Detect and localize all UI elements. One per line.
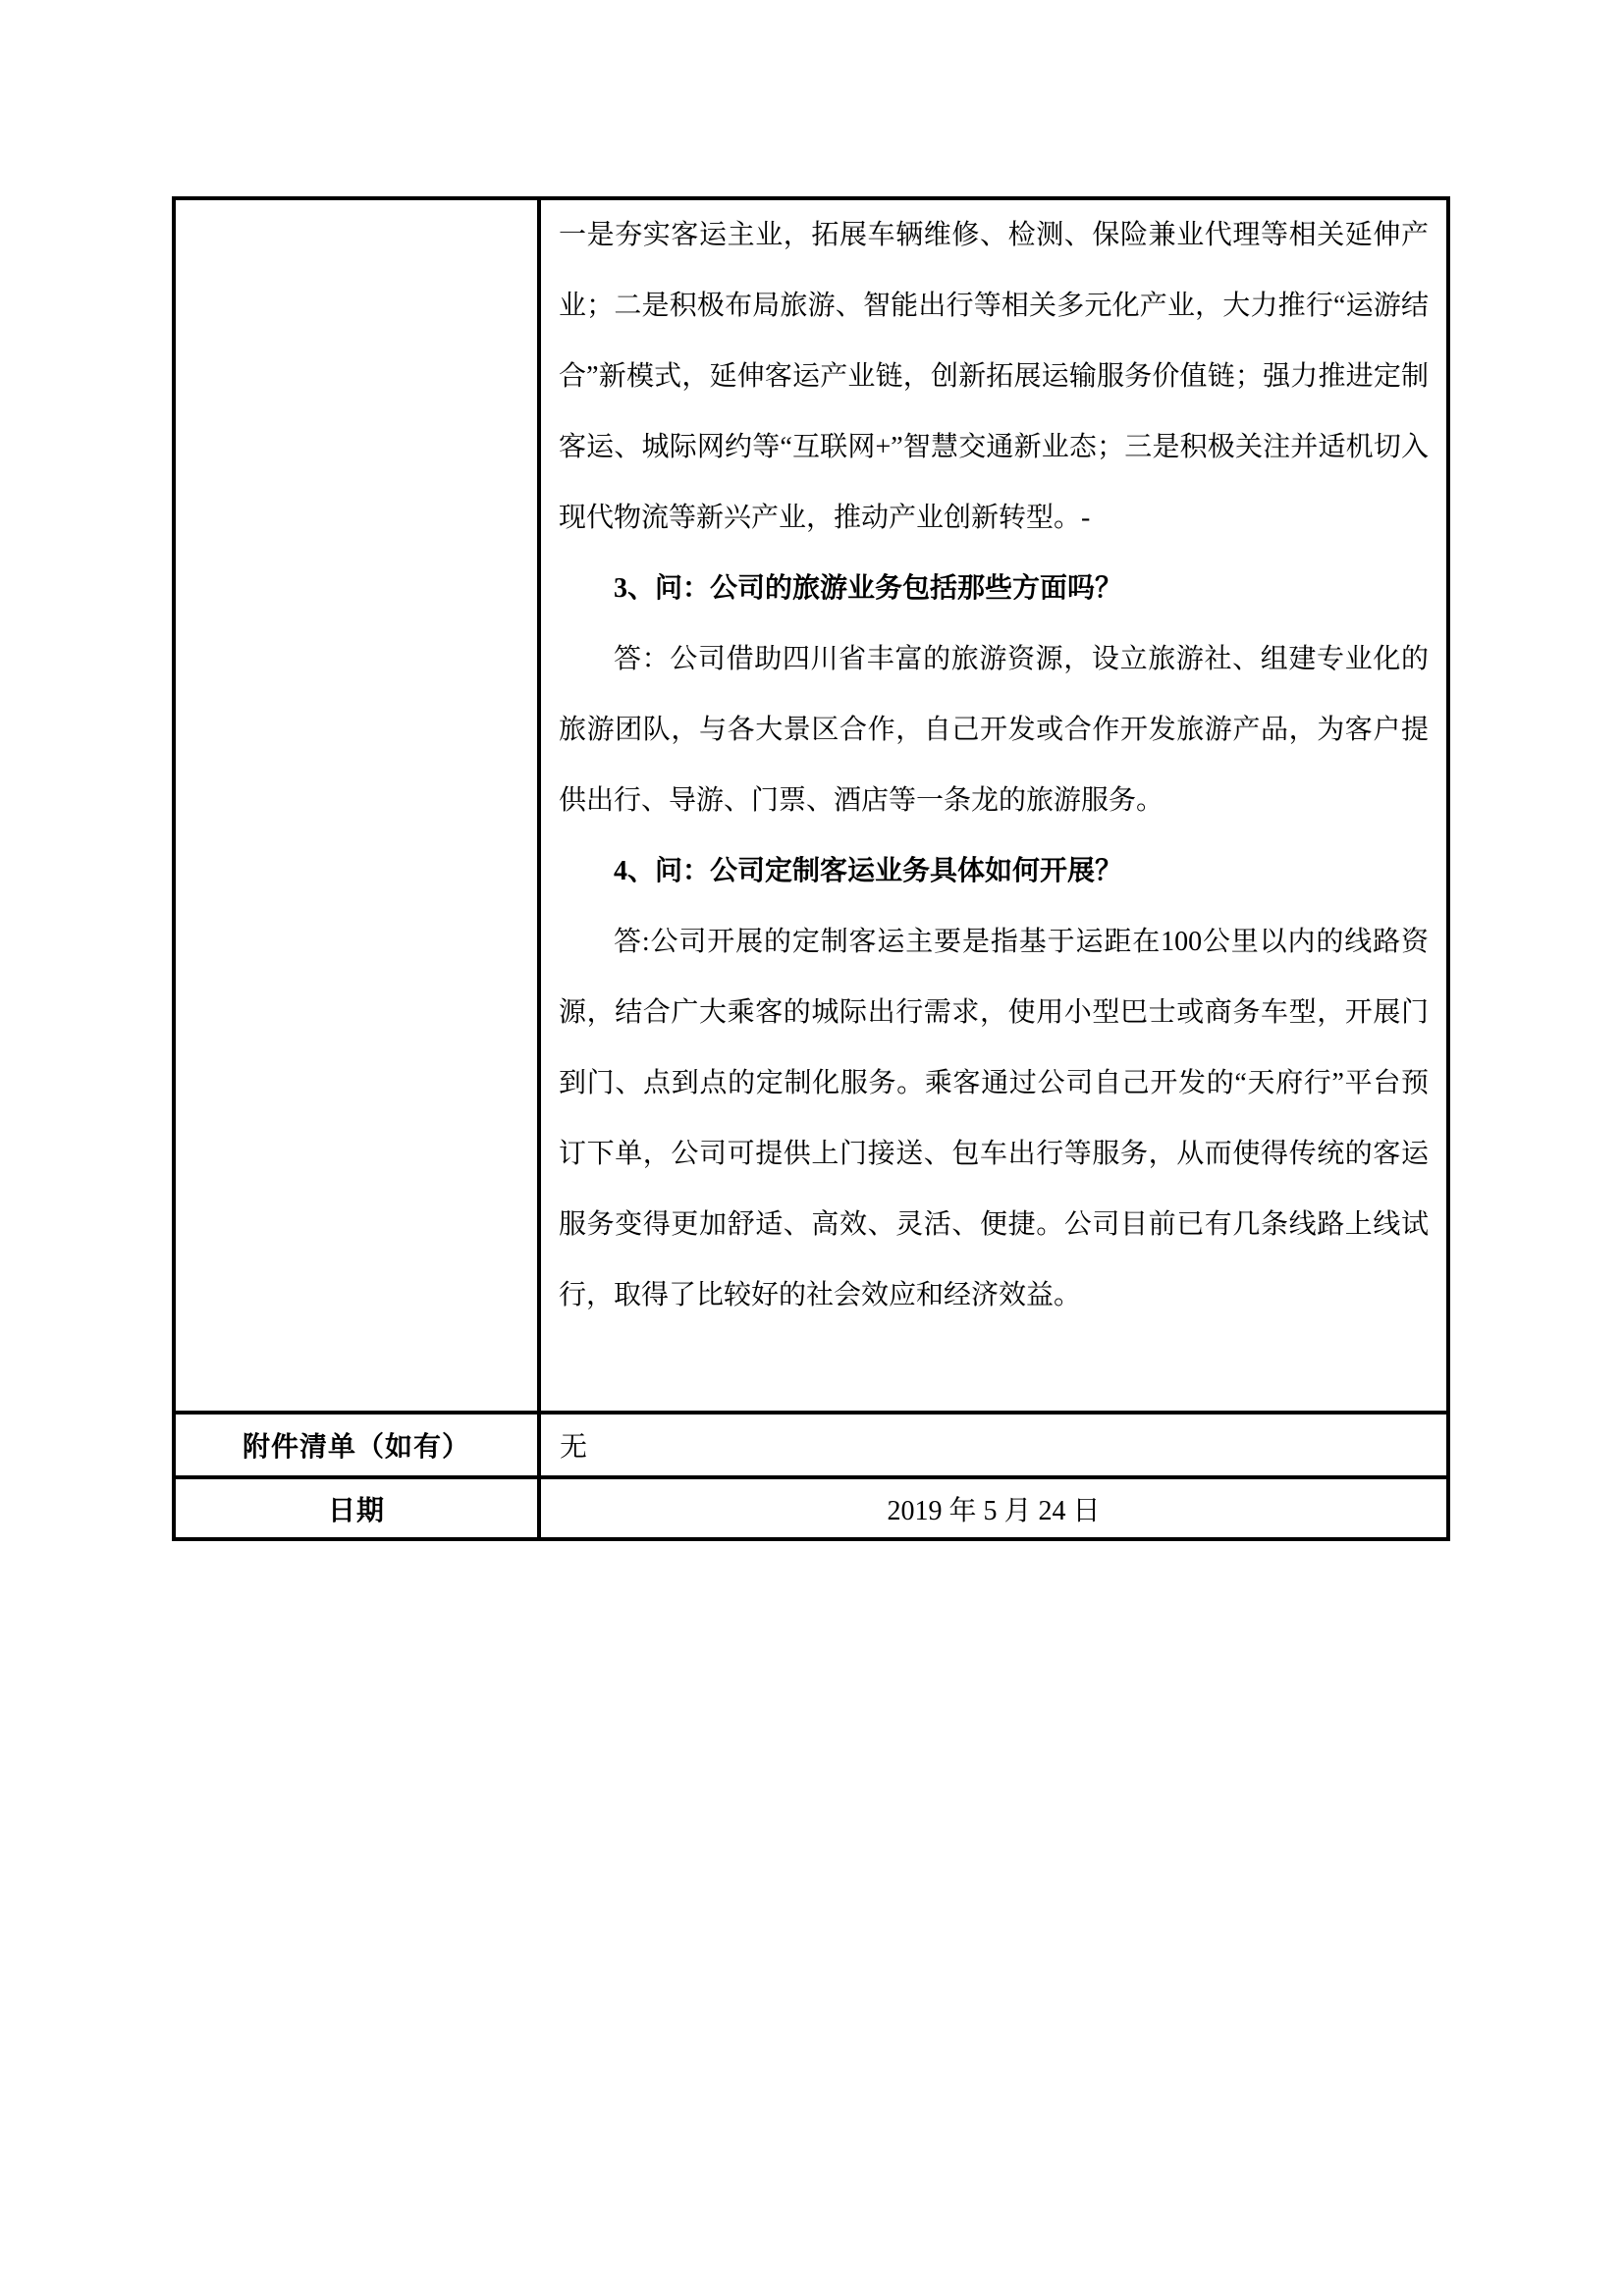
- date-row-label: 日期: [327, 1495, 385, 1526]
- paragraph-question-3: 3、问：公司的旅游业务包括那些方面吗？: [614, 573, 1123, 604]
- attachment-row-label: 附件清单（如有）: [242, 1432, 470, 1463]
- date-row-label-cell: [176, 1475, 537, 1537]
- paragraph-question-4: 4、问：公司定制客运业务具体如何开展？: [614, 856, 1123, 886]
- date-row-value: 2019 年 5 月 24 日: [887, 1495, 1101, 1526]
- qa-table: [172, 196, 1450, 1541]
- main-row-content-cell: [537, 200, 1446, 1411]
- attachment-row-value: 无: [560, 1432, 588, 1463]
- paragraph-business-overview: 一是夯实客运主业，拓展车辆维修、检测、保险兼业代理等相关延伸产业；二是积极布局旅游、智能出行等相关多元化产业，大力推行“运游结合”新模式，延伸客运产业链，创新拓展运输服务价值链；强力推进定制客运、城际网约等“互联网+”智慧交通新业态；三是积极关注并适机切入现代物流等新兴产业，推动产业创新转型。-: [559, 220, 1429, 533]
- paragraph-answer-4: 答:公司开展的定制客运主要是指基于运距在100公里以内的线路资源，结合广大乘客的城际出行需求，使用小型巴士或商务车型，开展门到门、点到点的定制化服务。乘客通过公司自己开发的“天府行”平台预订下单，公司可提供上门接送、包车出行等服务，从而使得传统的客运服务变得更加舒适、高效、灵活、便捷。公司目前已有几条线路上线试行，取得了比较好的社会效应和经济效益。: [559, 927, 1429, 1310]
- attachment-row-label-cell: [176, 1411, 537, 1475]
- paragraph-answer-3: 答：公司借助四川省丰富的旅游资源，设立旅游社、组建专业化的旅游团队，与各大景区合作，自己开发或合作开发旅游产品，为客户提供出行、导游、门票、酒店等一条龙的旅游服务。: [559, 644, 1429, 816]
- main-row-label-cell: [176, 200, 537, 1411]
- date-row-value-cell: [537, 1475, 1446, 1537]
- attachment-row-value-cell: [537, 1411, 1446, 1475]
